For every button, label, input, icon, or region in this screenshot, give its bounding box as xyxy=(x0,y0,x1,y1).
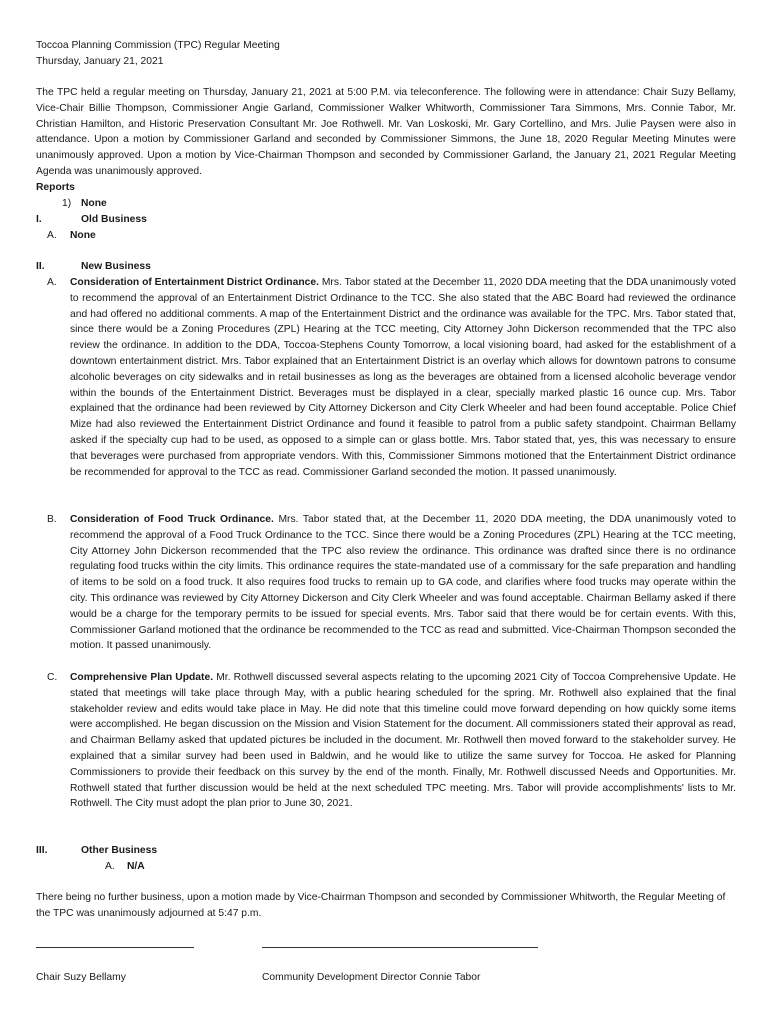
section-2-number: II. xyxy=(36,261,45,272)
item-a-paragraph xyxy=(70,275,736,480)
item-c-body: Mr. Rothwell discussed several aspects relating to the upcoming 2021 City of Toccoa Comprehensive Update. He stated that meetings will take place through May, with a public hearing scheduled for the spring. Mr. Rothwell also explained that the final stakeholder review and edits would take place in May. He did note that this timeline could move forward depending on how quickly some items were accomplished. He began discussion on the Mission and Vision Statement for the document. All commissioners stated their approval as read, and Chairman Bellamy asked that updated pictures be included in the document. Mr. Rothwell then moved forward to the stakeholder survey. He explained that a similar survey had been used in Baldwin, and he would like to utilize the same survey for Toccoa. He asked for Planning Commissioners to provide their feedback on this survey by the end of the month. Finally, Mr. Rothwell discussed Needs and Opportunities. Mr. Rothwell stated that further discussion would be held at the next scheduled TPC meeting. Mrs. Tabor will provide accomplishments' lists to Mr. Rothwell. The City must adopt the plan prior to June 30, 2021. xyxy=(70,672,736,810)
meeting-title: Toccoa Planning Commission (TPC) Regular Meeting xyxy=(36,40,280,51)
meeting-date: Thursday, January 21, 2021 xyxy=(36,56,164,67)
section-1-item-text: None xyxy=(70,230,96,241)
section-1-number: I. xyxy=(36,214,42,225)
item-c-title: Comprehensive Plan Update. xyxy=(70,672,214,683)
section-1-item-letter: A. xyxy=(47,230,57,241)
item-b-body: Mrs. Tabor stated that, at the December 11, 2020 DDA meeting, the DDA unanimously voted to recommend the approval of a Food Truck Ordinance to the TCC. Since there would be a Zoning Procedures (ZPL) Hearing at the TCC meeting, City Attorney John Dickerson recommended that the TPC also review the ordinance. This ordinance was drafted since there is no ordinance regulating food trucks within the city limits. This ordinance requires the state-mandated use of a commissary for the safe preparation and handling of items to be sold on a food truck. It also requires food trucks to remain up to GA code, and clarifies where food trucks may operate within the city. This ordinance was reviewed by City Attorney Dickerson and City Clerk Wheeler and was found acceptable. Chairman Bellamy asked if there would be a charge for the temporary permits to be issued for special events. Mrs. Tabor said that there would be for certain events. With this, Commissioner Garland motioned that the ordinance be recommended to the TCC as read and submitted. Vice-Chairman Thompson seconded the motion. It passed unanimously. xyxy=(70,514,736,652)
reports-heading: Reports xyxy=(36,182,75,193)
item-b-paragraph xyxy=(70,512,736,654)
section-3-heading: Other Business xyxy=(81,845,158,856)
section-1-heading: Old Business xyxy=(81,214,147,225)
section-2-heading: New Business xyxy=(81,261,151,272)
item-a-letter: A. xyxy=(47,277,57,288)
section-3-item-text: N/A xyxy=(127,861,145,872)
right-signature-name: Community Development Director Connie Tabor xyxy=(262,972,481,983)
item-a-body: Mrs. Tabor stated at the December 11, 2020 DDA meeting that the DDA unanimously voted to recommend the approval of an Entertainment District Ordinance to the TCC. She also stated that the ABC Board had reviewed the ordinance and had offered no additional comments. A map of the Entertainment District and the ordinance was available for the TPC. Mrs. Tabor stated that, since there would be a Zoning Procedures (ZPL) Hearing at the TCC meeting, City Attorney John Dickerson recommended that the TPC also review the ordinance. In addition to the DDA, Toccoa-Stephens County Tomorrow, a local visioning board, had asked for the establishment of a downtown entertainment district. Mrs. Tabor explained that an Entertainment District is an overlay which allows for downtown patrons to consume alcoholic beverages on city sidewalks and in retail businesses as long as the beverages are obtained from a licensed alcoholic beverage vendor within the bounds of the Entertainment District. Beverages must be displayed in a clear, specially marked plastic 16 ounce cup. Mrs. Tabor explained that the ordinance had been reviewed by City Attorney Dickerson and City Clerk Wheeler and had been found acceptable. Police Chief Mize had also reviewed the Entertainment District Ordinance and found it feasible to patrol from a public safety standpoint. Chairman Bellamy asked if the specialty cup had to be used, as opposed to a simple can or glass bottle. Mrs. Tabor stated that, yes, this was necessary to ensure that beverages were purchased from appropriate vendors. With this, Commissioner Simmons motioned that the Entertainment District ordinance be recommended for approval to the TCC as read. Commissioner Garland seconded the motion. It passed unanimously. xyxy=(70,277,736,478)
item-b-letter: B. xyxy=(47,514,57,525)
left-signature-name: Chair Suzy Bellamy xyxy=(36,972,126,983)
section-3-number: III. xyxy=(36,845,48,856)
item-b-title: Consideration of Food Truck Ordinance. xyxy=(70,514,274,525)
left-signature-line xyxy=(36,947,194,948)
section-3-item-letter: A. xyxy=(105,861,115,872)
reports-item-text: None xyxy=(81,198,107,209)
item-c-paragraph xyxy=(70,670,736,812)
closing-paragraph: There being no further business, upon a motion made by Vice-Chairman Thompson and seconded by Commissioner Whitworth, the Regular Meeting of the TPC was unanimously adjourned at 5:47 p.m. xyxy=(36,892,726,919)
intro-paragraph: The TPC held a regular meeting on Thursday, January 21, 2021 at 5:00 P.M. via teleconference. The following were in attendance: Chair Suzy Bellamy, Vice-Chair Billie Thompson, Commissioner Angie Garland, Commissioner Walker Whitworth, Commissioner Tara Simmons, Mrs. Connie Tabor, Mr. Christian Hamilton, and Historic Preservation Consultant Mr. Joe Rothwell. Mr. Van Loskoski, Mr. Gary Cortellino, and Mrs. Julie Paysen were also in attendance. Upon a motion by Commissioner Garland and seconded by Commissioner Simmons, the June 18, 2020 Regular Meeting Minutes were unanimously approved. Upon a motion by Vice-Chairman Thompson and seconded by Commissioner Garland, the January 21, 2021 Regular Meeting Agenda was unanimously approved. xyxy=(36,87,736,177)
reports-item-number: 1) xyxy=(62,198,72,209)
right-signature-line xyxy=(262,947,538,948)
item-c-letter: C. xyxy=(47,672,58,683)
item-a-title: Consideration of Entertainment District Ordinance. xyxy=(70,277,319,288)
